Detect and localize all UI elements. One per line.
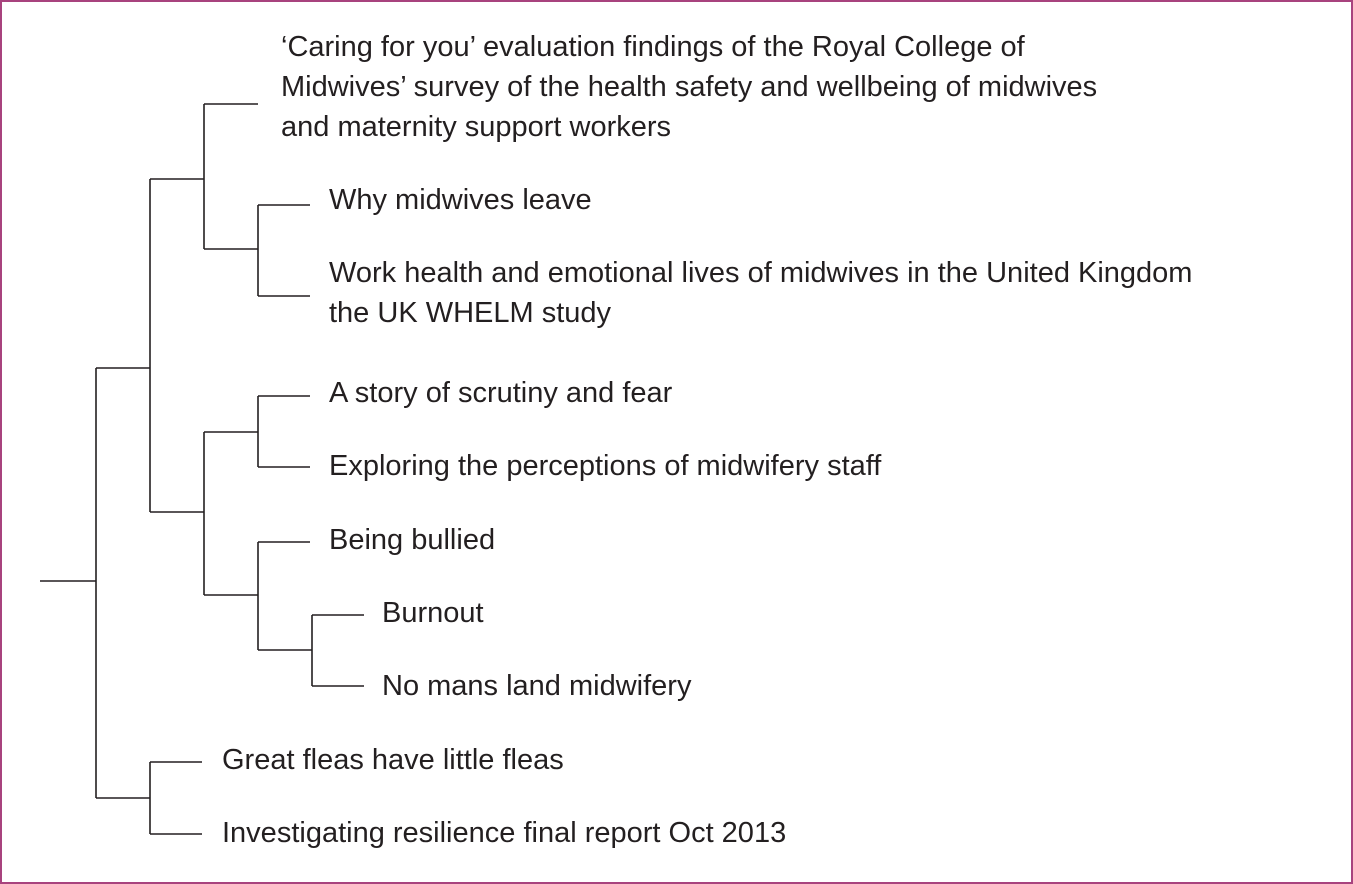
leaf-whelm-study-line-1: Work health and emotional lives of midwives in the United Kingdom [329,257,1193,289]
leaf-no-mans-land: No mans land midwifery [382,670,692,702]
leaf-caring-for-you-line-1: ‘Caring for you’ evaluation findings of the Royal College of [281,31,1025,63]
leaf-whelm-study-line-2: the UK WHELM study [329,297,612,329]
leaf-caring-for-you [281,27,1097,147]
leaf-whelm-study [329,253,1192,333]
leaf-scrutiny-and-fear: A story of scrutiny and fear [329,377,673,409]
leaf-being-bullied: Being bullied [329,524,496,556]
leaf-perceptions-midwifery-staff: Exploring the perceptions of midwifery staff [329,450,882,482]
leaf-caring-for-you-line-2: Midwives’ survey of the health safety and wellbeing of midwives [281,71,1098,103]
leaf-caring-for-you-line-3: and maternity support workers [281,111,672,143]
leaf-investigating-resilience: Investigating resilience final report Oct 2013 [222,817,787,849]
leaf-great-fleas: Great fleas have little fleas [222,744,564,776]
leaf-burnout: Burnout [382,597,484,629]
leaf-why-midwives-leave: Why midwives leave [329,184,592,216]
